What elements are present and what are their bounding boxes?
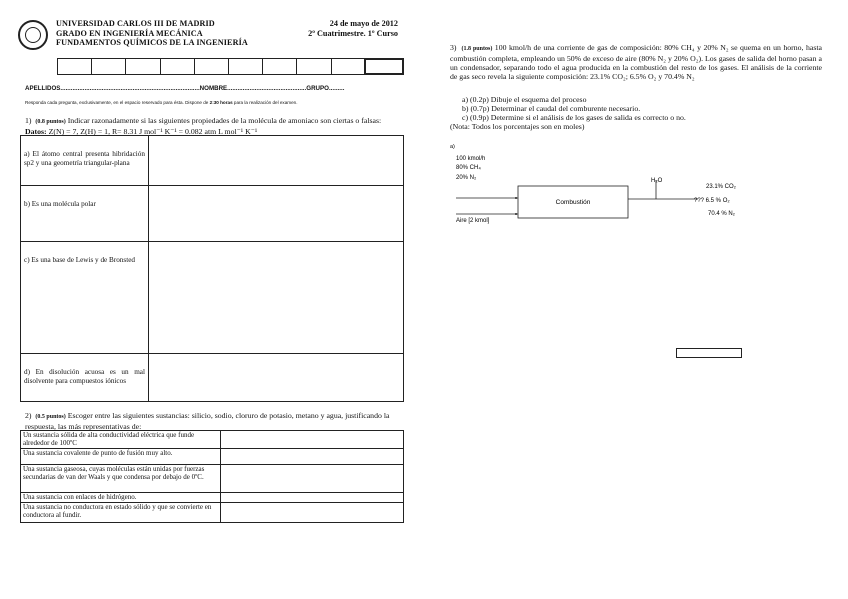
id-box[interactable] (262, 58, 296, 75)
q3-part-c: c) (0.9p) Determine si el análisis de los gases de salida es correcto o no. (462, 113, 686, 122)
answer-cell[interactable] (149, 354, 404, 402)
outlet-co2-label: 23.1% CO₂ (706, 184, 737, 190)
answer-cell[interactable] (221, 503, 404, 523)
air-inlet-dot (515, 213, 517, 215)
grupo-label: GRUPO (306, 85, 329, 92)
q3-part-a: a) (0.2p) Dibuje el esquema del proceso (462, 95, 587, 104)
course-name: FUNDAMENTOS QUÍMICOS DE LA INGENIERÍA (56, 38, 248, 48)
university-logo (18, 20, 48, 50)
table-row (21, 503, 404, 523)
table-row (21, 136, 404, 186)
id-box[interactable] (57, 58, 91, 75)
degree-name: GRADO EN INGENIERÍA MECÁNICA (56, 28, 203, 38)
diagram-part-label: a) (450, 144, 455, 150)
id-box[interactable] (91, 58, 125, 75)
id-box[interactable] (194, 58, 228, 75)
apellidos-label: APELLIDOS (25, 85, 61, 92)
table-row (21, 242, 404, 354)
feed-n2-label: 20% N₂ (456, 175, 477, 181)
grade-box[interactable] (364, 58, 404, 75)
answer-cell[interactable] (149, 136, 404, 186)
table-row (21, 493, 404, 503)
id-box[interactable] (160, 58, 194, 75)
combustion-label: Combustión (555, 199, 591, 206)
outlet-o2-label: ??? 6.5 % O₂ (694, 198, 730, 204)
feed-ch4-label: 80% CH₄ (456, 165, 481, 171)
q1-item-a: a) El átomo central presenta hibridación sp2 y una geometría triangular-plana (21, 136, 149, 186)
result-answer-box[interactable] (676, 348, 742, 358)
answer-cell[interactable] (149, 242, 404, 354)
logo-emblem-icon (25, 27, 41, 43)
q2-item-5: Una sustancia no conductora en estado sólido y que se convierte en conductora al fundir. (21, 503, 221, 523)
university-name: UNIVERSIDAD CARLOS III DE MADRID (56, 19, 215, 28)
student-name-line[interactable]: APELLIDOS.................................................................................NOMBRE..............................................GRUPO......... (25, 85, 345, 92)
q3-part-b: b) (0.7p) Determinar el caudal del comburente necesario. (462, 104, 641, 113)
id-box[interactable] (125, 58, 159, 75)
question-2-table (20, 430, 404, 523)
q2-item-3: Una sustancia gaseosa, cuyas moléculas están unidas por fuerzas secundarias de van der Waals y que condensa por debajo de 0ºC. (21, 465, 221, 493)
question-1-table (20, 135, 404, 402)
table-row (21, 431, 404, 449)
q1-item-b: b) Es una molécula polar (21, 186, 149, 242)
answer-cell[interactable] (221, 449, 404, 465)
exam-header (56, 19, 248, 48)
id-box[interactable] (228, 58, 262, 75)
exam-date: 24 de mayo de 2012 (329, 19, 398, 28)
table-row (21, 465, 404, 493)
feed-flow-label: 100 kmol/h (456, 156, 486, 162)
nombre-label: NOMBRE (199, 85, 228, 92)
feed-inlet-dot (515, 197, 517, 199)
question-2-statement: 2) (0.5 puntos) Escoger entre las siguientes sustancias: silicio, sodio, cloruro de potasio, metano y agua, justificando la respuesta, las más representativas de: (25, 411, 390, 431)
q2-item-2: Una sustancia covalente de punto de fusión muy alto. (21, 449, 221, 465)
exam-date-block (300, 19, 398, 38)
id-box[interactable] (331, 58, 365, 75)
student-id-boxes[interactable] (57, 58, 365, 75)
process-diagram (448, 140, 768, 240)
table-row (21, 354, 404, 402)
q1-item-c: c) Es una base de Lewis y de Bronsted (21, 242, 149, 354)
table-row (21, 449, 404, 465)
question-1-statement: 1) (0.8 puntos) Indicar razonadamente si las siguientes propiedades de la molécula de amoniaco son ciertas o falsas: Datos: Z(N) = 7, Z(H) = 1, R= 8.31 J mol⁻¹ K⁻¹ = 0.082 atm L mol⁻¹ K⁻¹ (25, 116, 382, 136)
exam-term: 2º Cuatrimestre. 1º Curso (308, 28, 398, 38)
exam-notice: Responda cada pregunta, exclusivamente, en el espacio reservado para ésta. Dispone de 2:30 horas para la realización del examen. (25, 100, 298, 105)
question-3-parts (462, 95, 822, 122)
answer-cell[interactable] (221, 431, 404, 449)
water-label: H₂O (651, 178, 663, 184)
table-row (21, 186, 404, 242)
q2-item-1: Un sustancia sólida de alta conductividad eléctrica que funde alrededor de 100ºC (21, 431, 221, 449)
air-label: Aire [2 kmol] (456, 218, 490, 224)
q2-item-4: Una sustancia con enlaces de hidrógeno. (21, 493, 221, 503)
outlet-n2-label: 70.4 % N₂ (708, 211, 736, 217)
answer-cell[interactable] (221, 465, 404, 493)
answer-cell[interactable] (221, 493, 404, 503)
q1-item-d: d) En disolución acuosa es un mal disolvente para compuestos iónicos (21, 354, 149, 402)
id-box[interactable] (296, 58, 330, 75)
question-3-statement: 3) (1.8 puntos) 100 kmol/h de una corriente de gas de composición: 80% CH₄ y 20% N₂ se quema en un horno, hasta combustión completa, empleando un 50% de exceso de aire (80% N₂ y 20% O₂). Los gases de salida del horno pasan a un condensador, separando todo el agua producida en la combustión del resto de los gases. El análisis de la corriente de gas seco revela la siguiente composición: 23.1% CO₂; 6.5% O₂ y 70.4% N₂ (450, 43, 822, 81)
answer-cell[interactable] (149, 186, 404, 242)
q3-note: (Nota: Todos los porcentajes son en moles) (450, 122, 585, 131)
